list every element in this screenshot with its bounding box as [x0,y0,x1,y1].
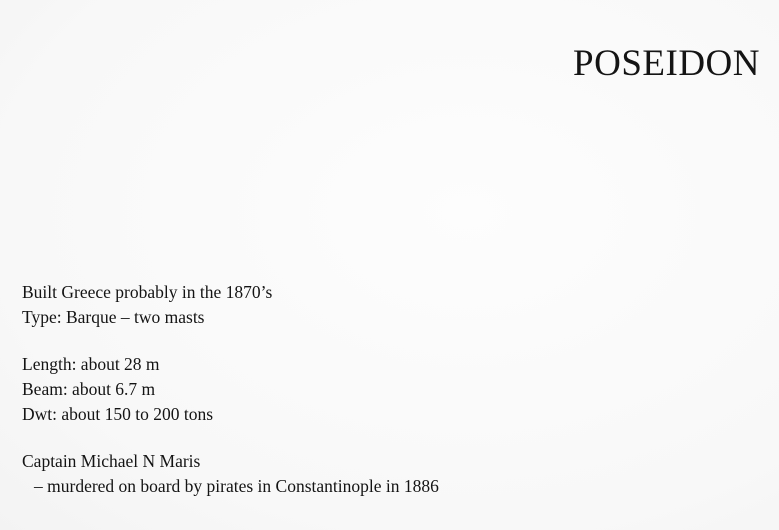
paragraph-gap [22,330,762,352]
page-title: POSEIDON [573,43,760,84]
paragraph-gap [22,427,762,449]
beam-line: Beam: about 6.7 m [22,379,156,399]
dwt-line: Dwt: about 150 to 200 tons [22,404,214,424]
type-line: Type: Barque – two masts [22,307,205,327]
built-line: Built Greece probably in the 1870’s [22,282,273,302]
length-line: Length: about 28 m [22,354,160,374]
captain-line: Captain Michael N Maris [22,451,201,471]
ship-details [22,280,762,499]
captain-note-line: – murdered on board by pirates in Constantinople in 1886 [34,476,439,496]
